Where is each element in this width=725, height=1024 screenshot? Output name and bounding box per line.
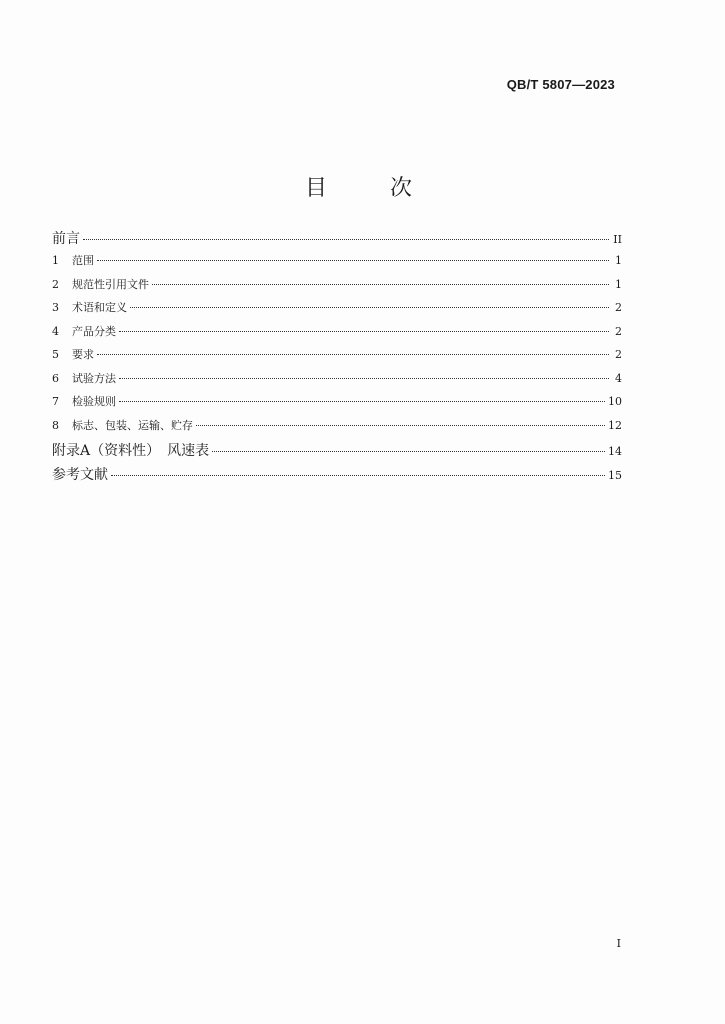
toc-entry-page: 4 (615, 371, 622, 385)
toc-entry-number: 3 (52, 301, 59, 314)
toc-entry-page: 15 (608, 469, 622, 482)
toc-entry-classification[interactable] (52, 323, 622, 347)
toc-entry-label: 要求 (72, 348, 94, 361)
toc-entry-label: 产品分类 (72, 324, 116, 338)
toc-entry-page: 2 (615, 324, 622, 338)
toc-entry-number: 8 (52, 418, 59, 432)
table-of-contents (52, 228, 622, 488)
toc-entry-terms-definitions[interactable] (52, 299, 622, 323)
standard-code: QB/T 5807—2023 (506, 77, 615, 92)
toc-entry-page: 10 (608, 395, 622, 408)
toc-entry-label: 术语和定义 (72, 301, 127, 314)
toc-entry-number: 6 (52, 371, 59, 385)
dot-leader (111, 475, 605, 476)
dot-leader (130, 307, 609, 308)
toc-entry-number: 2 (52, 277, 59, 291)
toc-entry-label: 范围 (72, 254, 94, 267)
toc-entry-normative-references[interactable] (52, 276, 622, 300)
toc-entry-page: 1 (615, 254, 622, 267)
toc-entry-page: II (613, 233, 622, 246)
toc-entry-bibliography[interactable] (52, 464, 622, 488)
page-number: I (616, 937, 621, 950)
toc-entry-number: 5 (52, 348, 59, 361)
toc-entry-scope[interactable] (52, 252, 622, 276)
dot-leader (97, 354, 609, 355)
toc-entry-label: 前言 (52, 231, 80, 247)
dot-leader (119, 401, 605, 402)
toc-entry-requirements[interactable] (52, 346, 622, 370)
toc-entry-label: 标志、包装、运输、贮存 (72, 418, 193, 432)
dot-leader (119, 378, 609, 379)
toc-entry-foreword[interactable] (52, 228, 622, 252)
toc-entry-page: 1 (615, 277, 622, 291)
toc-entry-label: 检验规则 (72, 395, 116, 408)
dot-leader (97, 260, 609, 261)
toc-entry-inspection-rules[interactable] (52, 393, 622, 417)
toc-entry-label: 参考文献 (52, 467, 108, 483)
toc-entry-label: 试验方法 (72, 371, 116, 385)
toc-entry-page: 12 (608, 418, 622, 432)
dot-leader (83, 239, 609, 240)
dot-leader (152, 284, 609, 285)
dot-leader (196, 425, 605, 426)
toc-entry-page: 2 (615, 348, 622, 361)
dot-leader (119, 331, 609, 332)
toc-entry-page: 14 (608, 445, 622, 458)
toc-entry-label: 规范性引用文件 (72, 277, 149, 291)
toc-entry-number: 4 (52, 324, 59, 338)
toc-entry-annex-a[interactable] (52, 440, 622, 464)
toc-entry-test-methods[interactable] (52, 370, 622, 394)
toc-entry-number: 1 (52, 254, 59, 267)
toc-entry-marking-packaging[interactable] (52, 417, 622, 441)
toc-entry-label: 附录A（资料性） 风速表 (52, 443, 210, 459)
dot-leader (212, 451, 605, 452)
toc-entry-number: 7 (52, 395, 59, 408)
toc-title: 目 次 (305, 176, 440, 201)
toc-entry-page: 2 (615, 301, 622, 314)
